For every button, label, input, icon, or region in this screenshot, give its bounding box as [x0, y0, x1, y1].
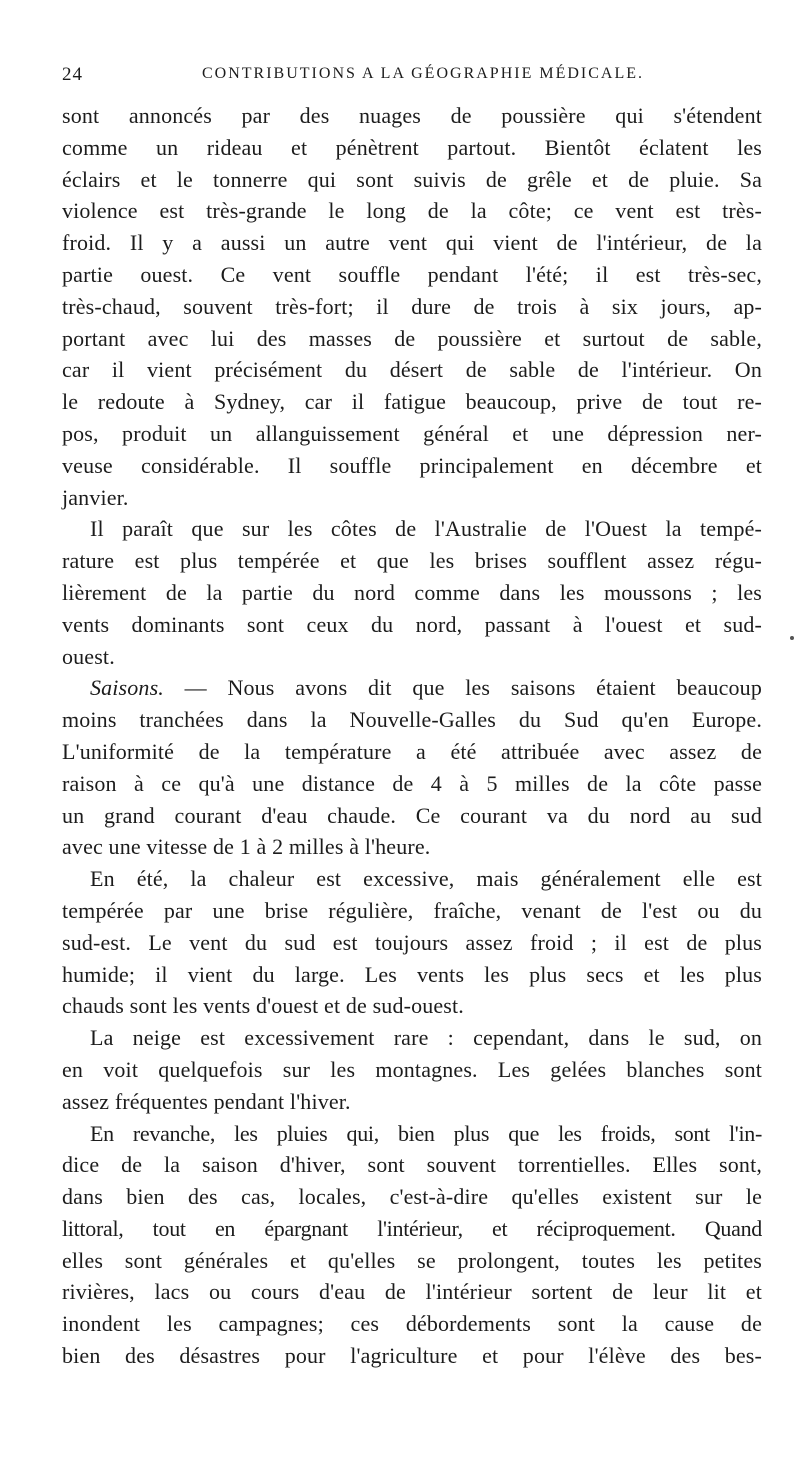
paragraph-wind-description	[62, 100, 762, 513]
text-line: très-chaud, souvent très-fort; il dure de trois à six jours, ap-	[62, 293, 762, 319]
paragraph-west-australia	[62, 513, 762, 672]
text-line: chauds sont les vents d'ouest et de sud-ouest.	[62, 993, 464, 1019]
text-line: éclairs et le tonnerre qui sont suivis de grêle et de pluie. Sa	[62, 166, 762, 192]
text-line: ouest.	[62, 643, 115, 669]
paragraph-summer	[62, 863, 762, 1022]
paragraph-rain	[62, 1118, 762, 1372]
text-line: dans bien des cas, locales, c'est-à-dire qu'elles existent sur le	[62, 1184, 762, 1210]
text-line: comme un rideau et pénètrent partout. Bientôt éclatent les	[62, 134, 762, 160]
text-line: assez fréquentes pendant l'hiver.	[62, 1088, 351, 1114]
text-line: portant avec lui des masses de poussière et surtout de sable,	[62, 325, 762, 351]
text-line: janvier.	[62, 484, 129, 510]
text-line: lièrement de la partie du nord comme dans les moussons ; les	[62, 579, 762, 605]
text-line: moins tranchées dans la Nouvelle-Galles du Sud qu'en Europe.	[62, 707, 762, 733]
page-header	[62, 64, 762, 94]
text-line: avec une vitesse de 1 à 2 milles à l'heure.	[62, 834, 431, 860]
text-line: humide; il vient du large. Les vents les plus secs et les plus	[62, 961, 762, 987]
text-line: tempérée par une brise régulière, fraîche, venant de l'est ou du	[62, 897, 762, 923]
text-line: un grand courant d'eau chaude. Ce courant va du nord au sud	[62, 802, 762, 828]
running-head: CONTRIBUTIONS A LA GÉOGRAPHIE MÉDICALE.	[202, 65, 644, 82]
section-heading-seasons: Saisons.	[90, 675, 164, 701]
text-line: raison à ce qu'à une distance de 4 à 5 milles de la côte passe	[62, 770, 762, 796]
text-line: sont annoncés par des nuages de poussière qui s'étendent	[62, 103, 762, 128]
text-line: vents dominants sont ceux du nord, passant à l'ouest et sud-	[62, 611, 762, 637]
text-line: littoral, tout en épargnant l'intérieur, et réciproquement. Quand	[62, 1215, 762, 1241]
text-line: L'uniformité de la température a été attribuée avec assez de	[62, 738, 762, 764]
text-line	[62, 672, 762, 704]
paragraph-snow	[62, 1022, 762, 1117]
text-line: En été, la chaleur est excessive, mais généralement elle est	[90, 866, 762, 892]
text-line: partie ouest. Ce vent souffle pendant l'été; il est très-sec,	[62, 261, 762, 287]
text-line: bien des désastres pour l'agriculture et pour l'élève des bes-	[62, 1343, 762, 1369]
text-line: froid. Il y a aussi un autre vent qui vient de l'intérieur, de la	[62, 230, 762, 256]
text-line: violence est très-grande le long de la côte; ce vent est très-	[62, 198, 762, 224]
text-line: rature est plus tempérée et que les brises soufflent assez régu-	[62, 548, 762, 574]
text-line: dice de la saison d'hiver, sont souvent torrentielles. Elles sont,	[62, 1152, 762, 1178]
text-line: veuse considérable. Il souffle principalement en décembre et	[62, 452, 762, 478]
text-line: pos, produit un allanguissement général et une dépression ner-	[62, 420, 762, 446]
text-line: sud-est. Le vent du sud est toujours assez froid ; il est de plus	[62, 929, 762, 955]
text-line-rest: — Nous avons dit que les saisons étaient beaucoup	[163, 675, 762, 701]
text-line: elles sont générales et qu'elles se prolongent, toutes les petites	[62, 1247, 762, 1273]
text-line: en voit quelquefois sur les montagnes. Les gelées blanches sont	[62, 1056, 762, 1082]
paragraph-seasons	[62, 672, 762, 863]
page-number: 24	[62, 64, 83, 85]
margin-speck	[790, 636, 794, 640]
text-line: le redoute à Sydney, car il fatigue beaucoup, prive de tout re-	[62, 389, 762, 415]
text-line: La neige est excessivement rare : cependant, dans le sud, on	[90, 1025, 762, 1051]
text-line: car il vient précisément du désert de sable de l'intérieur. On	[62, 357, 762, 383]
text-line: Il paraît que sur les côtes de l'Australie de l'Ouest la tempé-	[90, 516, 762, 542]
text-line: En revanche, les pluies qui, bien plus que les froids, sont l'in-	[90, 1120, 762, 1146]
body-text	[62, 100, 762, 1372]
text-line: rivières, lacs ou cours d'eau de l'intérieur sortent de leur lit et	[62, 1279, 762, 1305]
text-line: inondent les campagnes; ces débordements sont la cause de	[62, 1311, 762, 1337]
